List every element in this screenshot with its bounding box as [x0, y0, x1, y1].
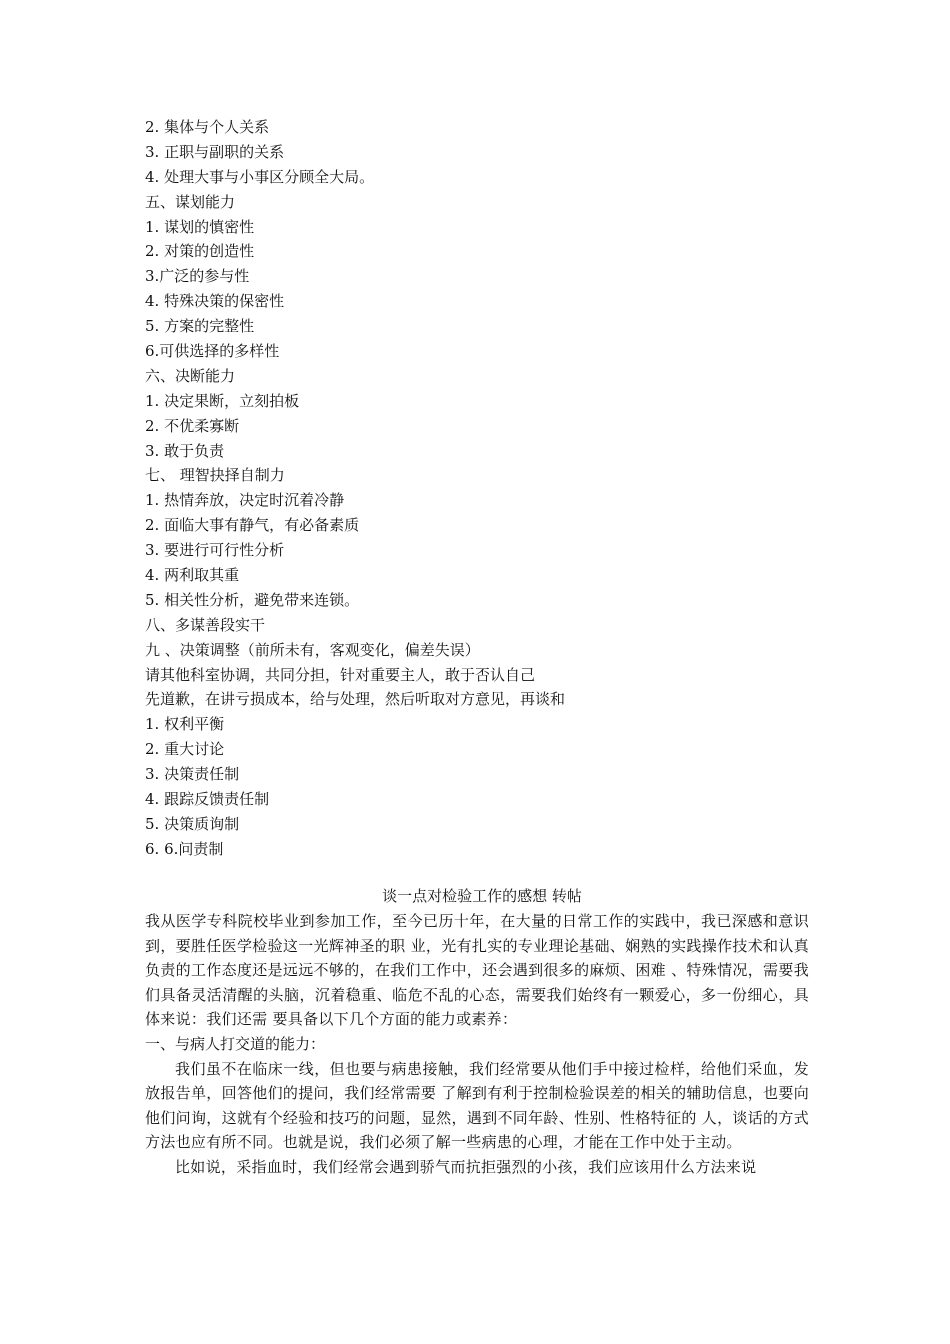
outline-line: 6.可供选择的多样性	[145, 342, 280, 361]
article-paragraph: 比如说，采指血时，我们经常会遇到骄气而抗拒强烈的小孩，我们应该用什么方法来说	[175, 1157, 757, 1176]
outline-line: 6. 6.问责制	[145, 839, 224, 858]
outline-line: 2. 面临大事有静气，有必备素质	[145, 516, 360, 535]
outline-line: 1. 权利平衡	[145, 715, 225, 734]
outline-line: 3. 决策责任制	[145, 765, 240, 784]
outline-line: 3. 正职与副职的关系	[145, 142, 285, 161]
outline-line: 3. 敢于负责	[145, 441, 225, 460]
outline-line: 3. 要进行可行性分析	[145, 541, 285, 560]
outline-line: 2. 不优柔寡断	[145, 416, 240, 435]
outline-line: 5. 方案的完整性	[145, 317, 255, 336]
outline-heading: 八、多谋善段实干	[145, 615, 266, 634]
outline-line: 2. 对策的创造性	[145, 242, 255, 261]
section-heading: 一、与病人打交道的能力：	[145, 1034, 326, 1053]
outline-line: 4. 特殊决策的保密性	[145, 292, 285, 311]
outline-heading: 七、 理智抉择自制力	[145, 466, 285, 485]
outline-line: 3.广泛的参与性	[145, 267, 250, 286]
article-intro: 我从医学专科院校毕业到参加工作，至今已历十年，在大量的日常工作的实践中，我已深感和意识到，要胜任医学检验这一光辉神圣的职 业，光有扎实的专业理论基础、娴熟的实践操作技术和认真负责的工作态度还是远远不够的，在我们工作中，还会遇到很多的麻烦、困难 、特殊情况，需要我们具备灵活清醒的头脑，沉着稳重、临危不乱的心态，需要我们始终有一颗爱心，多一份细心，具体来说：我们还需 要具备以下几个方面的能力或素养：	[145, 912, 809, 1029]
article	[145, 884, 809, 1180]
outline-line: 4. 两利取其重	[145, 566, 240, 585]
outline-line: 请其他科室协调，共同分担，针对重要主人，敢于否认自己	[145, 665, 536, 684]
outline-line: 5. 相关性分析，避免带来连锁。	[145, 590, 360, 609]
outline-heading: 九 、决策调整（前所未有，客观变化，偏差失误）	[145, 640, 480, 659]
article-title: 谈一点对检验工作的感想 转帖	[382, 887, 582, 905]
outline-heading: 五、谋划能力	[145, 192, 236, 211]
outline-line: 2. 集体与个人关系	[145, 118, 270, 136]
article-paragraph: 我们虽不在临床一线，但也要与病患接触，我们经常要从他们手中接过检样，给他们采血，发放报告单，回答他们的提问，我们经常需要 了解到有利于控制检验误差的相关的辅助信息，也要向他们问询，这就有个经验和技巧的问题，显然，遇到不同年龄、性别、性格特征的 人，谈话的方式方法也应有所不同。也就是说，我们必须了解一些病患的心理，才能在工作中处于主动。	[145, 1059, 809, 1152]
outline-heading: 六、决断能力	[145, 366, 236, 385]
outline-line: 4. 处理大事与小事区分顾全大局。	[145, 167, 375, 186]
outline-line: 1. 决定果断，立刻拍板	[145, 391, 300, 410]
outline-line: 2. 重大讨论	[145, 740, 225, 759]
outline-line: 4. 跟踪反馈责任制	[145, 790, 270, 809]
outline-line: 1. 热情奔放，决定时沉着冷静	[145, 491, 345, 510]
outline-line: 5. 决策质询制	[145, 814, 240, 833]
outline-line: 先道歉，在讲亏损成本，给与处理，然后听取对方意见，再谈和	[145, 690, 566, 709]
outline-list	[145, 115, 825, 862]
outline-line: 1. 谋划的慎密性	[145, 217, 255, 236]
